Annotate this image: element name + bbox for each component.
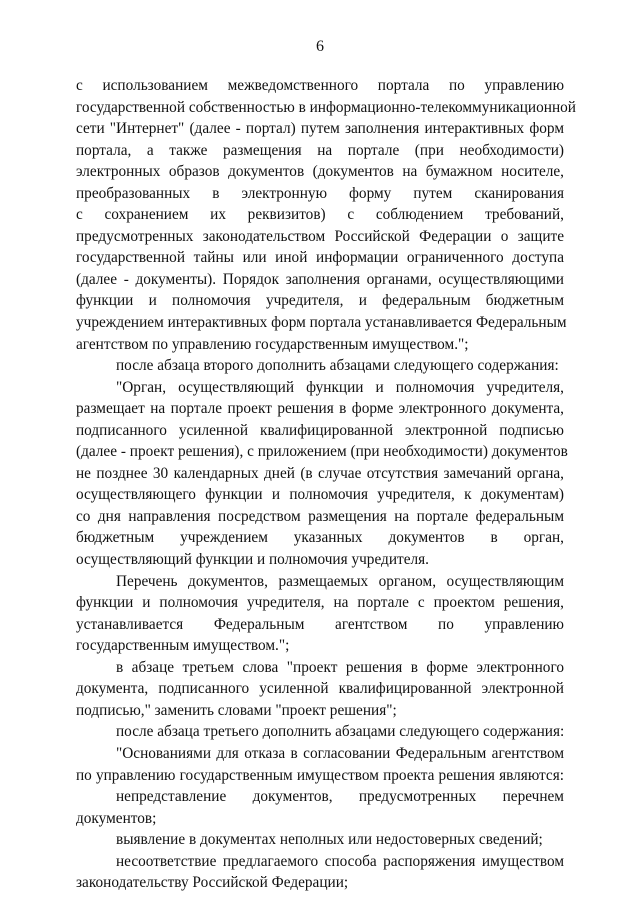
paragraph-first-line: после абзаца третьего дополнить абзацами следующего содержания:: [116, 723, 565, 741]
text-line: осуществляющий функции и полномочия учредителя.: [76, 551, 429, 569]
text-line: осуществляющего функции и полномочия учредителя, к документам): [76, 486, 564, 504]
text-line: подписанного усиленной квалифицированной электронной подписью: [76, 421, 564, 439]
paragraph-first-line: в абзаце третьем слова "проект решения в форме электронного: [116, 658, 564, 676]
text-line: подписью," заменить словами "проект решения";: [76, 701, 397, 719]
text-line: документа, подписанного усиленной квалифицированной электронной: [76, 680, 564, 698]
text-line: документов;: [76, 809, 157, 827]
text-line: законодательству Российской Федерации;: [76, 874, 349, 892]
document-body: [76, 75, 576, 894]
text-line: государственным имуществом.";: [76, 637, 290, 655]
text-line: (далее - проект решения), с приложением (при необходимости) документов: [76, 443, 568, 461]
text-line: с сохранением их реквизитов) с соблюдением требований,: [76, 206, 564, 224]
text-line: преобразованных в электронную форму путем сканирования: [76, 184, 564, 202]
text-line: с использованием межведомственного портала по управлению: [76, 77, 564, 94]
text-line: размещает на портале проект решения в форме электронного документа,: [76, 400, 564, 418]
paragraph-first-line: выявление в документах неполных или недостоверных сведений;: [116, 831, 543, 849]
text-line: учреждением интерактивных форм портала устанавливается Федеральным: [76, 314, 567, 332]
text-line: государственной собственностью в информационно-телекоммуникационной: [76, 98, 576, 116]
text-line: бюджетным учреждением указанных документов в орган,: [76, 529, 564, 547]
paragraph-first-line: после абзаца второго дополнить абзацами следующего содержания:: [116, 357, 559, 375]
text-line: по управлению государственным имуществом проекта решения являются:: [76, 766, 564, 784]
text-line: агентством по управлению государственным имуществом.";: [76, 335, 469, 353]
text-line: (далее - документы). Порядок заполнения органами, осуществляющими: [76, 270, 564, 288]
text-line: портала, а также размещения на портале (при необходимости): [76, 141, 564, 159]
paragraph-first-line: "Основаниями для отказа в согласовании Федеральным агентством: [116, 744, 564, 762]
paragraph-first-line: Перечень документов, размещаемых органом, осуществляющим: [116, 572, 564, 590]
text-line: устанавливается Федеральным агентством по управлению: [76, 615, 564, 633]
paragraph-first-line: "Орган, осуществляющий функции и полномочия учредителя,: [116, 378, 564, 396]
page-number: 6: [316, 38, 324, 55]
text-line: предусмотренных законодательством Российской Федерации о защите: [76, 227, 564, 245]
text-line: функции и полномочия учредителя, на портале с проектом решения,: [76, 594, 564, 612]
text-line: государственной тайны или иной информации ограниченного доступа: [76, 249, 564, 267]
text-line: со дня направления посредством размещения на портале федеральным: [76, 507, 564, 525]
text-line: функции и полномочия учредителя, и федеральным бюджетным: [76, 292, 564, 310]
paragraph-first-line: непредставление документов, предусмотренных перечнем: [116, 788, 564, 806]
paragraph-first-line: несоответствие предлагаемого способа распоряжения имуществом: [116, 852, 564, 870]
text-line: электронных образов документов (документов на бумажном носителе,: [76, 163, 564, 181]
text-line: сети "Интернет" (далее - портал) путем заполнения интерактивных форм: [76, 120, 564, 138]
text-line: не позднее 30 календарных дней (в случае отсутствия замечаний органа,: [76, 464, 564, 482]
